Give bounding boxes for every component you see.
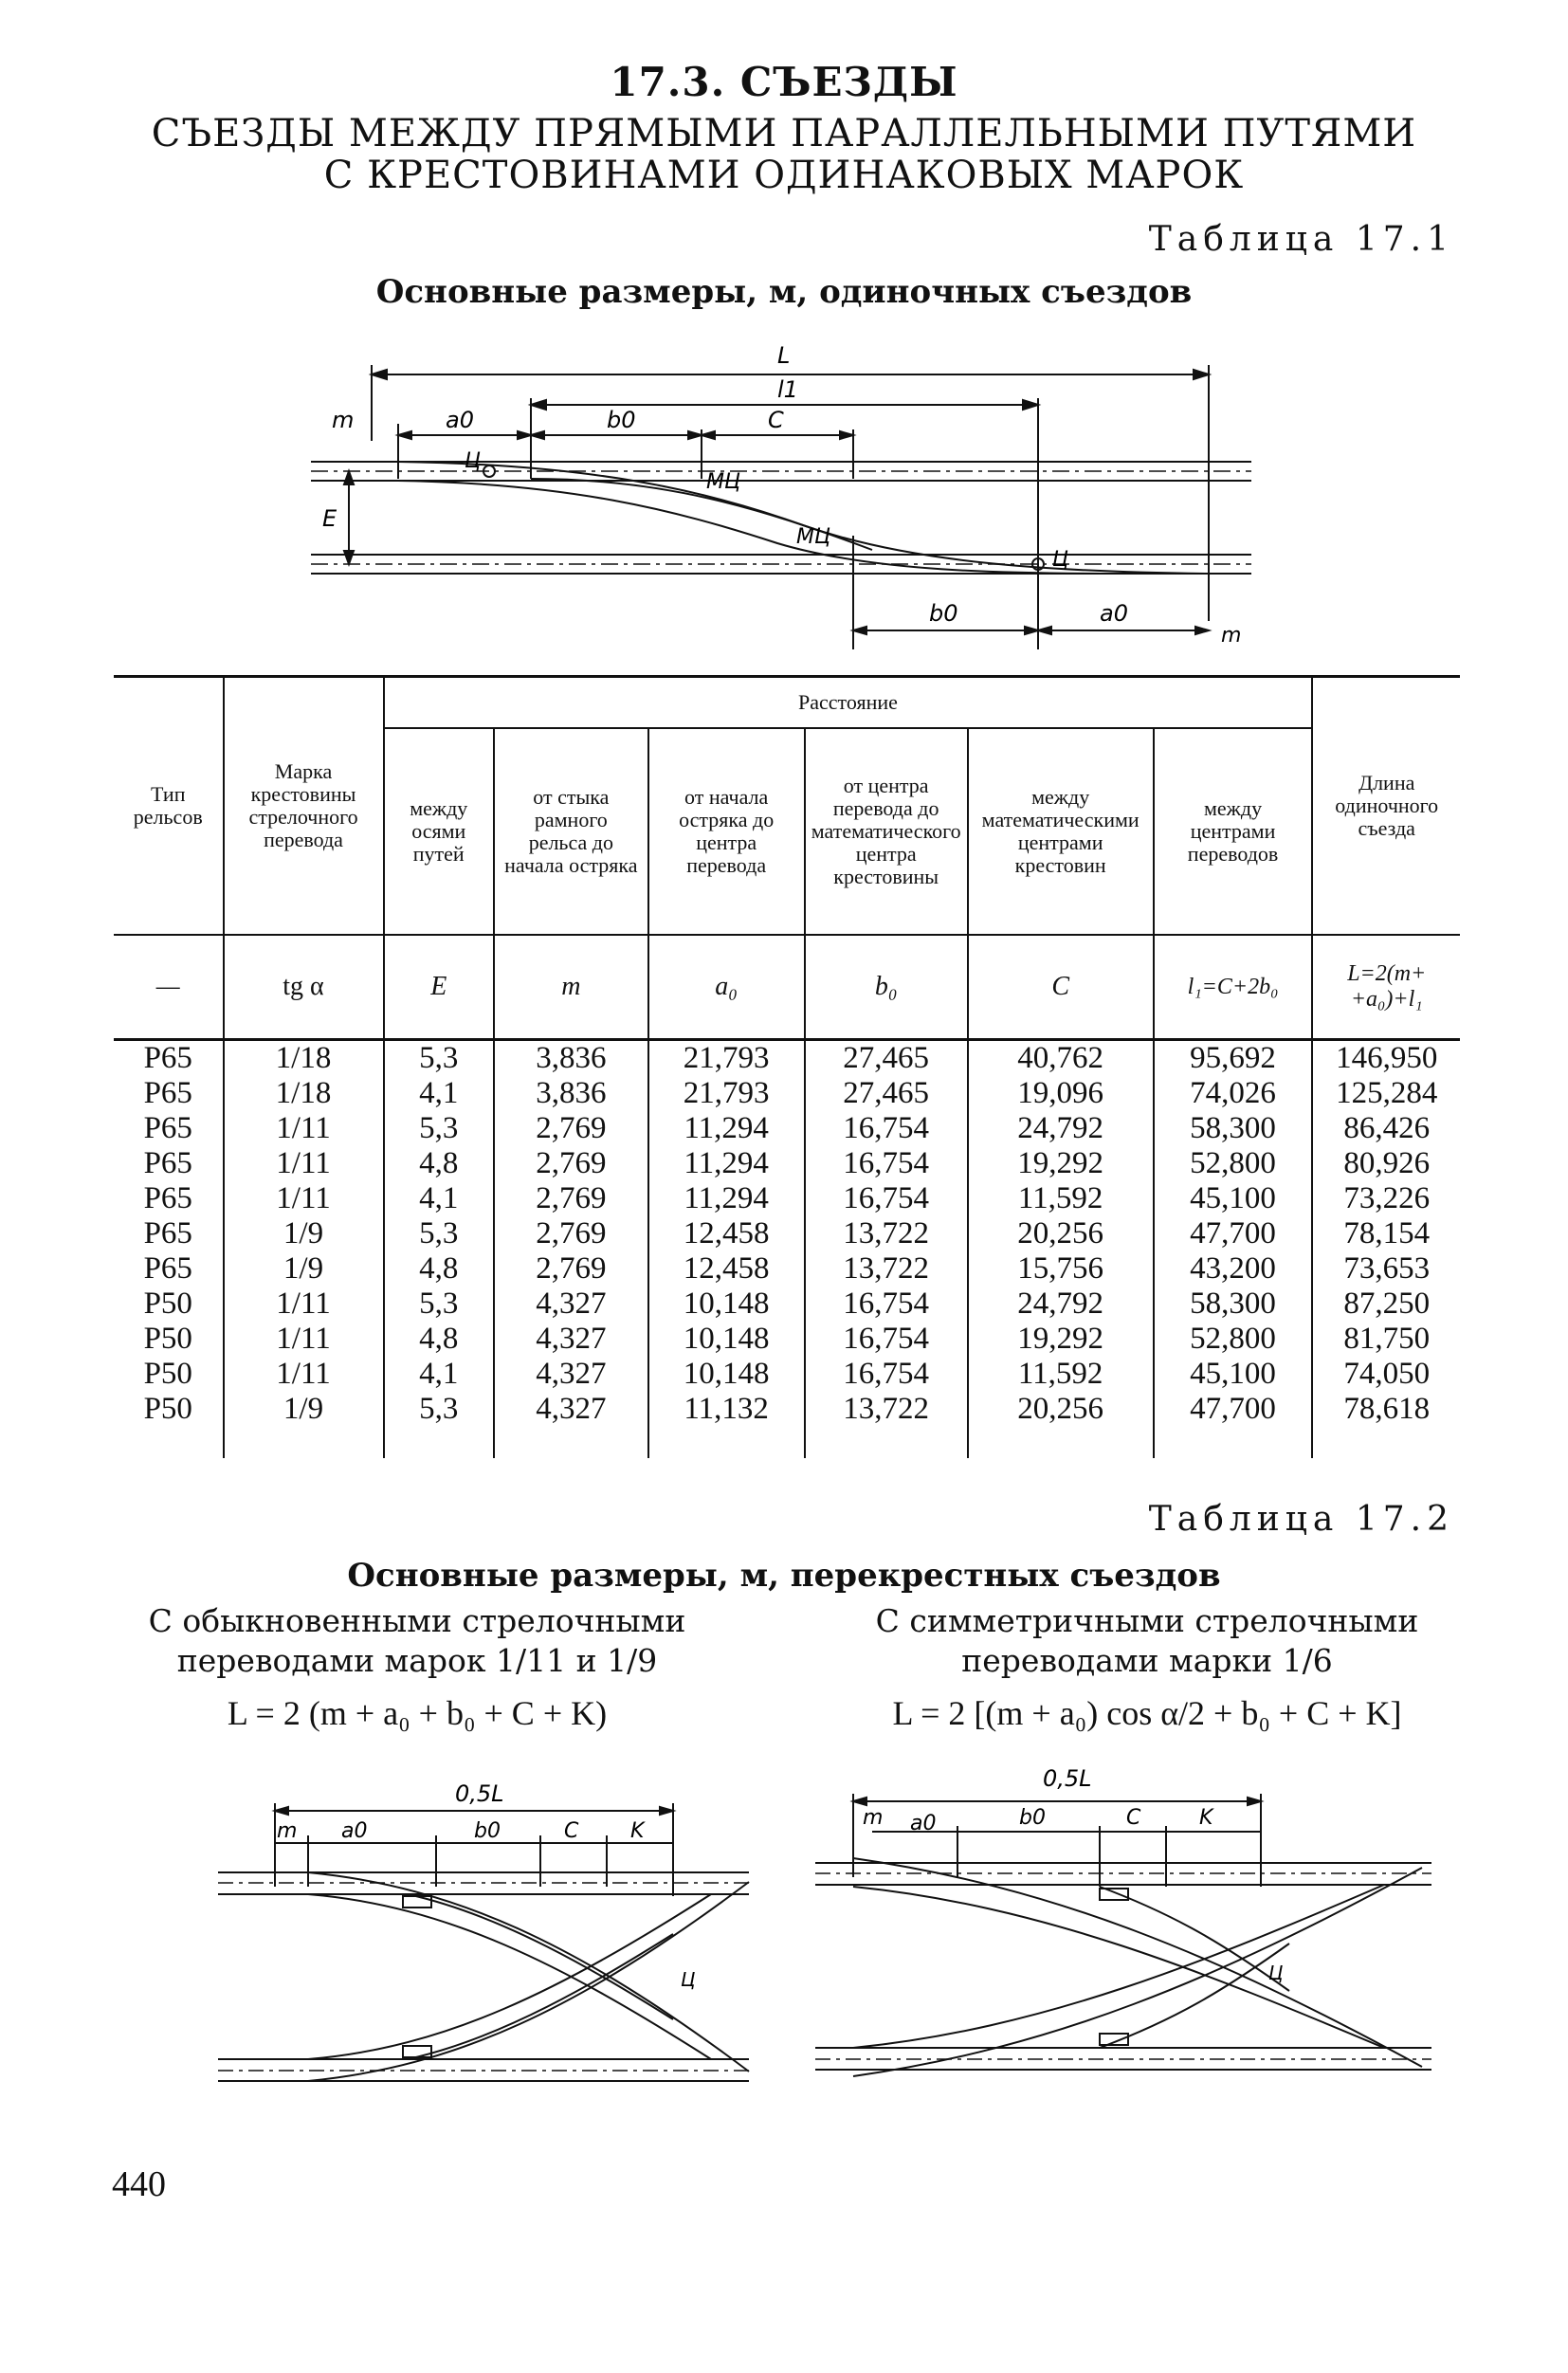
- cell-l1: 52,800: [1190, 1322, 1276, 1356]
- symbol-a0: a₀: [648, 935, 805, 1040]
- diagram3-label-center: Ц: [1268, 1962, 1284, 1984]
- cell-l1: 47,700: [1190, 1392, 1276, 1426]
- scissors-crossover-ordinary-diagram: [218, 1782, 758, 2124]
- cell-b0: 27,465: [843, 1041, 930, 1075]
- table-single-crossovers: [114, 675, 1460, 1458]
- scissors-crossover-symmetric-diagram: [815, 1763, 1441, 2124]
- header-distance: Расстояние: [384, 677, 1313, 729]
- diagram-label-b0-lower: b0: [929, 600, 958, 627]
- section-title: 17.3. СЪЕЗДЫ: [610, 59, 958, 105]
- cell-C: 11,592: [1017, 1181, 1103, 1215]
- cell-rail: Р50: [143, 1322, 192, 1356]
- cell-C: 20,256: [1017, 1392, 1104, 1426]
- symbol-L: L=2(m+ +a₀)+l₁: [1312, 935, 1460, 1040]
- left-caption-line-2: переводами марок 1/11 и 1/9: [176, 1642, 658, 1679]
- cell-b0: 16,754: [843, 1146, 930, 1180]
- diagram2-label-b0: b0: [474, 1819, 501, 1843]
- diagram-label-L: L: [777, 346, 791, 369]
- cell-C: 19,292: [1017, 1322, 1104, 1356]
- cell-a0: 11,294: [684, 1181, 769, 1215]
- table1-label: Таблица 17.1: [1148, 220, 1454, 259]
- cell-grade: 1/11: [276, 1322, 331, 1356]
- cell-L: 74,050: [1343, 1357, 1431, 1391]
- cell-b0: 16,754: [843, 1322, 930, 1356]
- diagram3-label-m: m: [863, 1806, 884, 1830]
- header-between-math: между математическими центрами крестовин: [968, 728, 1154, 935]
- cell-C: 24,792: [1017, 1111, 1104, 1145]
- cell-l1: 58,300: [1190, 1111, 1276, 1145]
- cell-C: 15,756: [1017, 1251, 1104, 1286]
- cell-a0: 10,148: [683, 1357, 770, 1391]
- cell-L: 125,284: [1336, 1076, 1438, 1110]
- header-from-start: от начала остряка до центра перевода: [648, 728, 805, 935]
- cell-b0: 16,754: [843, 1111, 930, 1145]
- cell-m: 3,836: [536, 1041, 607, 1075]
- cell-grade: 1/18: [275, 1041, 332, 1075]
- cell-E: 4,1: [419, 1357, 459, 1391]
- symbol-m: m: [494, 935, 648, 1040]
- diagram-label-m-lower: m: [1221, 624, 1242, 648]
- cell-b0: 13,722: [843, 1392, 930, 1426]
- cell-E: 4,1: [419, 1076, 459, 1110]
- cell-C: 24,792: [1017, 1287, 1104, 1321]
- diagram2-label-half-L: 0,5L: [455, 1782, 504, 1807]
- right-caption-line-2: переводами марки 1/6: [961, 1642, 1333, 1679]
- col-m: [494, 1040, 648, 1459]
- cell-C: 19,096: [1017, 1076, 1104, 1110]
- cell-rail: Р65: [143, 1251, 192, 1286]
- cell-m: 2,769: [536, 1146, 607, 1180]
- cell-L: 73,226: [1343, 1181, 1431, 1215]
- symbol-C: C: [968, 935, 1154, 1040]
- diagram-label-center: Ц: [465, 449, 482, 473]
- cell-rail: Р65: [143, 1041, 192, 1075]
- cell-L: 80,926: [1343, 1146, 1431, 1180]
- symbol-l1: l₁=C+2b₀: [1154, 935, 1313, 1040]
- right-caption-line-1: С симметричными стрелочными: [875, 1602, 1419, 1639]
- cell-a0: 12,458: [683, 1251, 770, 1286]
- single-crossover-diagram: [303, 346, 1270, 654]
- cell-rail: Р50: [143, 1357, 192, 1391]
- header-between-centers: между центрами переводов: [1154, 728, 1313, 935]
- cell-a0: 11,294: [684, 1146, 769, 1180]
- cell-L: 86,426: [1343, 1111, 1431, 1145]
- cell-E: 4,8: [419, 1146, 459, 1180]
- col-C: [968, 1040, 1154, 1459]
- cell-C: 19,292: [1017, 1146, 1104, 1180]
- header-from-joint: от стыка рамного рельса до начала остряка: [494, 728, 648, 935]
- cell-E: 4,1: [419, 1181, 459, 1215]
- cell-E: 5,3: [419, 1111, 459, 1145]
- cell-E: 4,8: [419, 1322, 459, 1356]
- diagram3-label-K: K: [1199, 1806, 1213, 1830]
- diagram3-label-C: C: [1126, 1806, 1141, 1830]
- left-caption-line-1: С обыкновенными стрелочными: [148, 1602, 686, 1639]
- cell-m: 4,327: [536, 1287, 607, 1321]
- cell-E: 4,8: [419, 1251, 459, 1286]
- cell-a0: 10,148: [683, 1287, 770, 1321]
- cell-m: 2,769: [536, 1111, 607, 1145]
- cell-a0: 10,148: [683, 1322, 770, 1356]
- cell-rail: Р65: [143, 1216, 192, 1250]
- cell-l1: 43,200: [1190, 1251, 1276, 1286]
- table1-body: [114, 1040, 1460, 1459]
- cell-L: 78,154: [1343, 1216, 1431, 1250]
- diagram3-label-b0: b0: [1019, 1806, 1046, 1830]
- cell-b0: 16,754: [843, 1287, 930, 1321]
- col-b0: [805, 1040, 968, 1459]
- col-E: [384, 1040, 495, 1459]
- diagram-label-m: m: [332, 407, 355, 433]
- cell-C: 11,592: [1017, 1357, 1103, 1391]
- col-l1: [1154, 1040, 1313, 1459]
- cell-m: 3,836: [536, 1076, 607, 1110]
- cell-b0: 16,754: [843, 1357, 930, 1391]
- cell-m: 4,327: [536, 1322, 607, 1356]
- cell-l1: 58,300: [1190, 1287, 1276, 1321]
- cell-grade: 1/9: [283, 1216, 324, 1250]
- header-from-center: от центра перевода до математического центра крестовины: [805, 728, 968, 935]
- header-frog-grade: Марка крестовины стрелочного перевода: [224, 677, 384, 936]
- diagram-label-center-2: Ц: [1052, 548, 1069, 572]
- diagram-label-C: C: [768, 407, 784, 433]
- cell-grade: 1/9: [283, 1251, 324, 1286]
- subtitle-line-1: СЪЕЗДЫ МЕЖДУ ПРЯМЫМИ ПАРАЛЛЕЛЬНЫМИ ПУТЯМИ: [151, 112, 1417, 155]
- cell-b0: 16,754: [843, 1181, 930, 1215]
- cell-l1: 52,800: [1190, 1146, 1276, 1180]
- diagram2-label-a0: a0: [341, 1819, 368, 1843]
- cell-grade: 1/11: [276, 1357, 331, 1391]
- cell-l1: 45,100: [1190, 1357, 1276, 1391]
- cell-grade: 1/9: [283, 1392, 324, 1426]
- cell-m: 4,327: [536, 1357, 607, 1391]
- diagram-label-b0: b0: [607, 407, 636, 433]
- cell-grade: 1/18: [275, 1076, 332, 1110]
- diagram2-label-C: C: [564, 1819, 579, 1843]
- diagram-label-E: E: [322, 505, 337, 532]
- diagram-label-math-center-2: МЦ: [796, 525, 831, 549]
- cell-E: 5,3: [419, 1392, 459, 1426]
- diagram2-label-center: Ц: [681, 1968, 696, 1991]
- cell-L: 87,250: [1343, 1287, 1431, 1321]
- diagram3-label-a0: a0: [910, 1812, 937, 1835]
- cell-E: 5,3: [419, 1216, 459, 1250]
- cell-rail: Р50: [143, 1287, 192, 1321]
- page-number: 440: [112, 2164, 166, 2204]
- cell-C: 20,256: [1017, 1216, 1104, 1250]
- cell-rail: Р65: [143, 1076, 192, 1110]
- cell-b0: 27,465: [843, 1076, 930, 1110]
- subtitle-line-2: С КРЕСТОВИНАМИ ОДИНАКОВЫХ МАРОК: [323, 154, 1245, 197]
- cell-a0: 12,458: [683, 1216, 770, 1250]
- diagram-label-l1: l1: [777, 376, 798, 403]
- cell-m: 4,327: [536, 1392, 607, 1426]
- cell-m: 2,769: [536, 1181, 607, 1215]
- cell-a0: 11,132: [684, 1392, 769, 1426]
- cell-a0: 11,294: [684, 1111, 769, 1145]
- col-rail: [114, 1040, 224, 1459]
- col-a0: [648, 1040, 805, 1459]
- header-between-axes: между осями путей: [384, 728, 495, 935]
- table1-title: Основные размеры, м, одиночных съездов: [375, 273, 1193, 311]
- cell-l1: 47,700: [1190, 1216, 1276, 1250]
- header-rail-type: Тип рельсов: [133, 782, 203, 829]
- cell-L: 78,618: [1343, 1392, 1431, 1426]
- right-formula: L = 2 [(m + a₀) cos α/2 + b₀ + C + K]: [892, 1694, 1402, 1732]
- header-length: Длина одиночного съезда: [1312, 677, 1460, 936]
- cell-L: 81,750: [1343, 1322, 1431, 1356]
- cell-rail: Р65: [143, 1111, 192, 1145]
- cell-L: 73,653: [1343, 1251, 1431, 1286]
- cell-m: 2,769: [536, 1251, 607, 1286]
- cell-m: 2,769: [536, 1216, 607, 1250]
- cell-rail: Р50: [143, 1392, 192, 1426]
- cell-b0: 13,722: [843, 1216, 930, 1250]
- cell-b0: 13,722: [843, 1251, 930, 1286]
- cell-grade: 1/11: [276, 1146, 331, 1180]
- table2-title: Основные размеры, м, перекрестных съездов: [347, 1557, 1221, 1595]
- diagram2-label-m: m: [277, 1819, 298, 1843]
- diagram3-label-half-L: 0,5L: [1043, 1765, 1092, 1792]
- table2-label: Таблица 17.2: [1148, 1500, 1454, 1539]
- cell-l1: 95,692: [1190, 1041, 1276, 1075]
- symbol-rail-type: —: [114, 935, 224, 1040]
- cell-E: 5,3: [419, 1287, 459, 1321]
- cell-rail: Р65: [143, 1146, 192, 1180]
- diagram-label-a0: a0: [446, 407, 474, 433]
- cell-l1: 74,026: [1190, 1076, 1276, 1110]
- diagram2-label-K: K: [630, 1819, 645, 1843]
- cell-E: 5,3: [419, 1041, 459, 1075]
- cell-grade: 1/11: [276, 1111, 331, 1145]
- cell-C: 40,762: [1017, 1041, 1104, 1075]
- diagram-label-a0-lower: a0: [1100, 600, 1128, 627]
- cell-grade: 1/11: [276, 1181, 331, 1215]
- col-L: [1312, 1040, 1460, 1459]
- cell-grade: 1/11: [276, 1287, 331, 1321]
- symbol-E: E: [384, 935, 495, 1040]
- symbol-b0: b₀: [805, 935, 968, 1040]
- cell-l1: 45,100: [1190, 1181, 1276, 1215]
- diagram-label-math-center: МЦ: [706, 470, 741, 494]
- cell-a0: 21,793: [683, 1041, 770, 1075]
- symbol-frog-grade: tg α: [224, 935, 384, 1040]
- col-grade: [224, 1040, 384, 1459]
- cell-a0: 21,793: [683, 1076, 770, 1110]
- left-formula: L = 2 (m + a₀ + b₀ + C + K): [227, 1694, 608, 1732]
- cell-L: 146,950: [1336, 1041, 1438, 1075]
- cell-rail: Р65: [143, 1181, 192, 1215]
